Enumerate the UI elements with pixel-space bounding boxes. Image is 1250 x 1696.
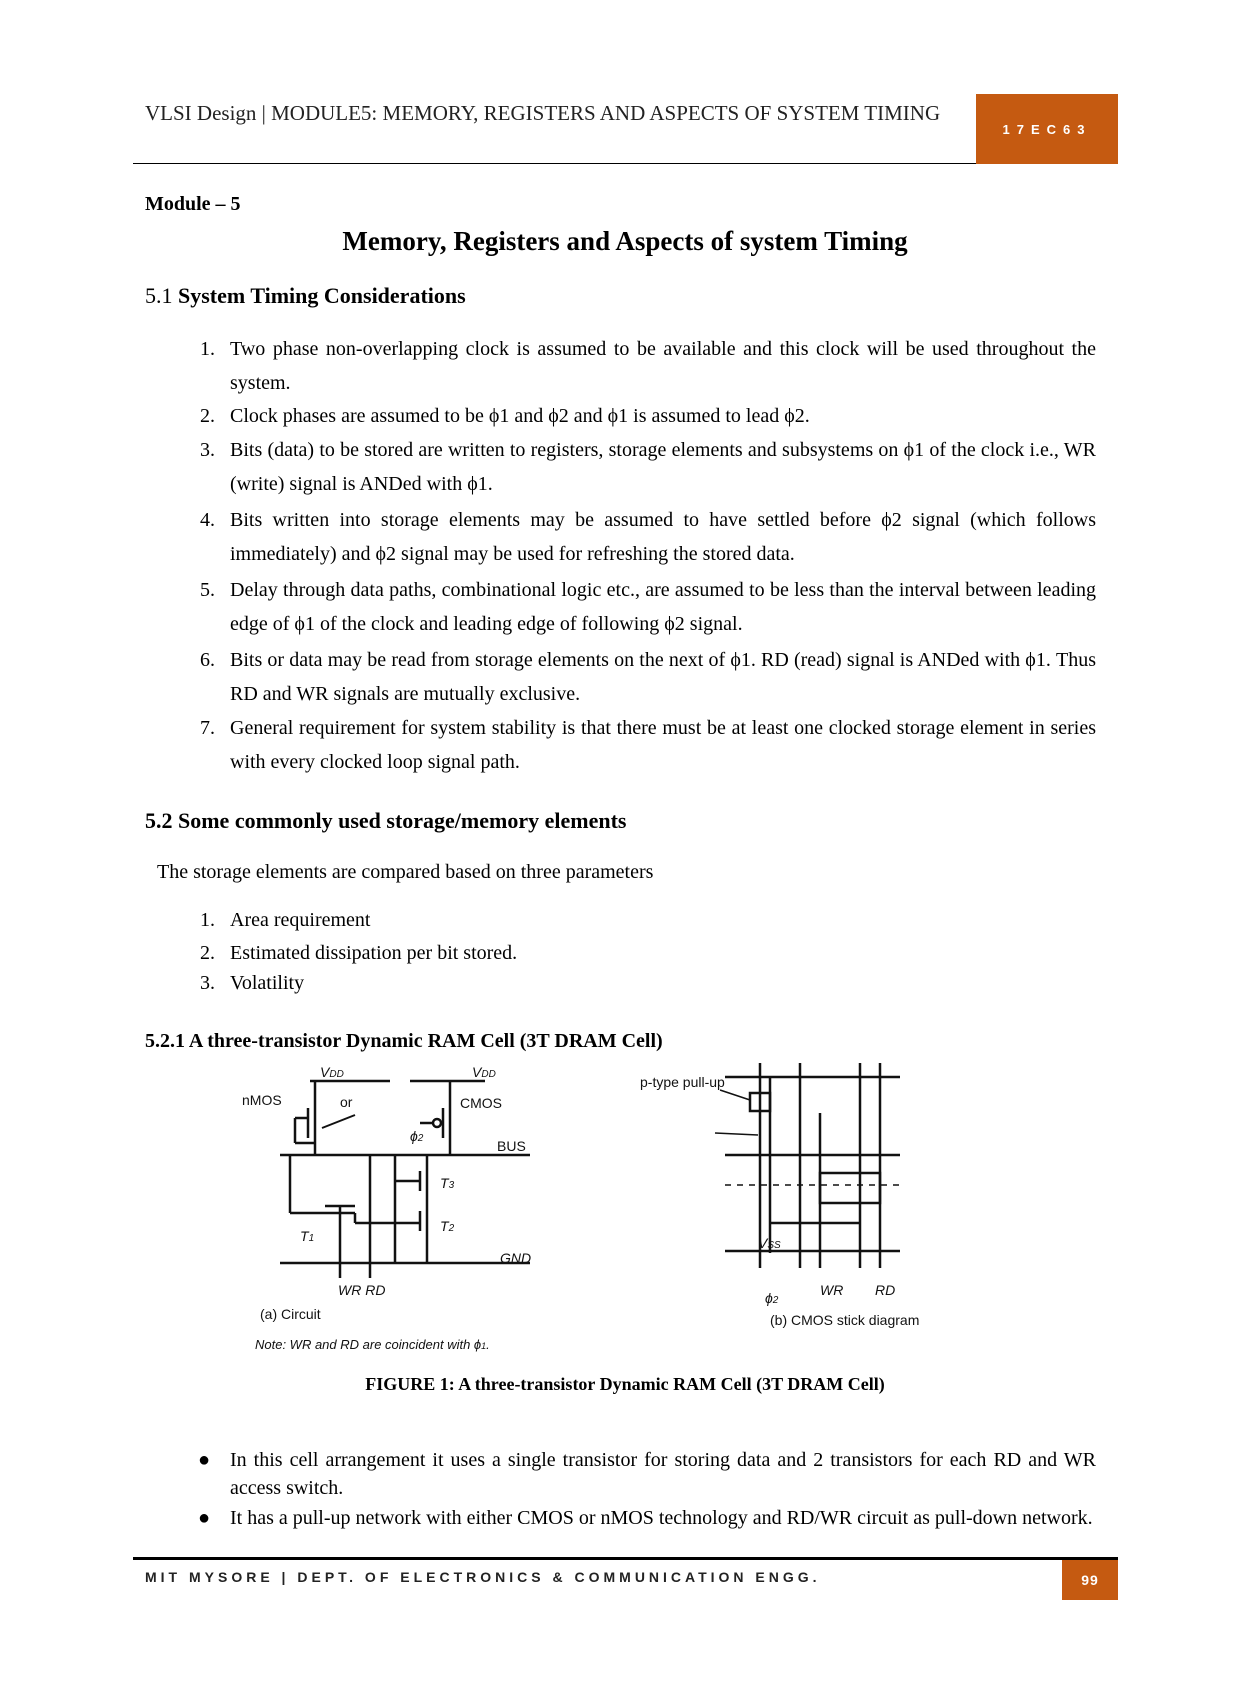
svg-text:VDD: VDD <box>472 1064 496 1080</box>
svg-text:T3: T3 <box>440 1175 455 1191</box>
list-item-number: 5. <box>200 579 215 601</box>
list-item-text: Volatility <box>230 972 305 994</box>
list-item <box>200 643 1096 711</box>
section-number: 5.1 <box>145 283 173 308</box>
list-item-text: General requirement for system stability is that there must be at least one clocked storage element in series with every clocked loop signal path. <box>230 717 1096 773</box>
svg-text:ϕ2: ϕ2 <box>765 1290 779 1306</box>
nmos-label: nMOS <box>242 1092 282 1108</box>
section-5-2-intro: The storage elements are compared based on three parameters <box>157 861 654 883</box>
list-item-number: 3. <box>200 439 215 461</box>
section-5-2-heading: 5.2 Some commonly used storage/memory elements <box>145 808 627 833</box>
svg-text:T2: T2 <box>440 1218 455 1234</box>
cmos-label: CMOS <box>460 1095 502 1111</box>
caption-b: (b) CMOS stick diagram <box>770 1312 920 1328</box>
list-item <box>200 573 1096 641</box>
list-item-number: 1. <box>200 338 215 360</box>
list-item-number: 2. <box>200 405 215 427</box>
list-item <box>200 399 1096 433</box>
svg-text:Note: WR and RD are coincident: Note: WR and RD are coincident with ϕ1. <box>255 1337 490 1352</box>
list-item <box>200 503 1096 571</box>
svg-text:T1: T1 <box>300 1228 315 1244</box>
bullet-icon: ● <box>198 1507 211 1529</box>
list-item-number: 2. <box>200 942 215 964</box>
footer-text: MIT MYSORE | DEPT. OF ELECTRONICS & COMMUNICATION ENGG. <box>145 1569 821 1585</box>
list-item-text: Delay through data paths, combinational logic etc., are assumed to be less than the interval between leading edge of ϕ1 of the clock and leading edge of following ϕ2 signal. <box>230 579 1096 635</box>
bullet-text: In this cell arrangement it uses a single transistor for storing data and 2 transistors for each RD and WR access switch. <box>230 1449 1096 1499</box>
list-item-number: 7. <box>200 717 215 739</box>
list-item-text: Area requirement <box>230 909 371 931</box>
or-label: or <box>340 1094 353 1110</box>
bullet-text: It has a pull-up network with either CMOS or nMOS technology and RD/WR circuit as pull-down network. <box>230 1507 1093 1529</box>
wr-rd-label: WR RD <box>338 1282 386 1298</box>
list-item-number: 6. <box>200 649 215 671</box>
footer-divider <box>133 1557 1118 1560</box>
ptype-pullup-label: p-type pull-up <box>640 1074 725 1090</box>
list-item-number: 3. <box>200 972 215 994</box>
list-item-text: Estimated dissipation per bit stored. <box>230 942 518 964</box>
rd-label: RD <box>875 1282 896 1298</box>
bullet-item <box>198 1446 1096 1502</box>
section-5-1-heading <box>145 283 466 309</box>
list-item-text: Clock phases are assumed to be ϕ1 and ϕ2 and ϕ1 is assumed to lead ϕ2. <box>230 405 810 427</box>
list-item <box>200 711 1096 779</box>
section-title: System Timing Considerations <box>178 283 466 308</box>
bullet-item <box>198 1504 1096 1532</box>
list-item <box>200 332 1096 400</box>
section-5-2-1-heading: 5.2.1 A three-transistor Dynamic RAM Cell (3T DRAM Cell) <box>145 1030 663 1052</box>
list-item <box>200 966 1096 1000</box>
bus-label: BUS <box>497 1138 526 1154</box>
list-item-text: Two phase non-overlapping clock is assumed to be available and this clock will be used throughout the system. <box>230 338 1096 394</box>
list-item-number: 4. <box>200 509 215 531</box>
list-item-text: Bits (data) to be stored are written to registers, storage elements and subsystems on ϕ1 of the clock i.e., WR (write) signal is ANDed with ϕ1. <box>230 439 1096 495</box>
list-item <box>200 936 1096 970</box>
course-code-badge: 17EC63 <box>976 94 1118 164</box>
module-label: Module – 5 <box>145 193 241 215</box>
list-item-number: 1. <box>200 909 215 931</box>
list-item-text: Bits written into storage elements may be assumed to have settled before ϕ2 signal (which follows immediately) and ϕ2 signal may be used for refreshing the stored data. <box>230 509 1096 565</box>
caption-a: (a) Circuit <box>260 1306 321 1322</box>
bullet-icon: ● <box>198 1449 211 1471</box>
figure-caption: FIGURE 1: A three-transistor Dynamic RAM Cell (3T DRAM Cell) <box>365 1374 885 1394</box>
list-item <box>200 433 1096 501</box>
svg-text:VDD: VDD <box>320 1064 344 1080</box>
page-number-badge: 99 <box>1062 1560 1118 1600</box>
page-title: Memory, Registers and Aspects of system Timing <box>342 226 908 256</box>
list-item <box>200 903 1096 937</box>
wr-label: WR <box>820 1282 844 1298</box>
list-item-text: Bits or data may be read from storage elements on the next of ϕ1. RD (read) signal is ANDed with ϕ1. Thus RD and WR signals are mutually exclusive. <box>230 649 1096 705</box>
svg-text:VSS: VSS <box>758 1235 781 1251</box>
header-title: VLSI Design | MODULE5: MEMORY, REGISTERS AND ASPECTS OF SYSTEM TIMING <box>145 101 941 125</box>
gnd-label: GND <box>500 1250 532 1266</box>
dram-cell-figure <box>242 1063 1000 1363</box>
svg-text:ϕ2: ϕ2 <box>410 1128 424 1144</box>
header-divider <box>133 163 976 164</box>
